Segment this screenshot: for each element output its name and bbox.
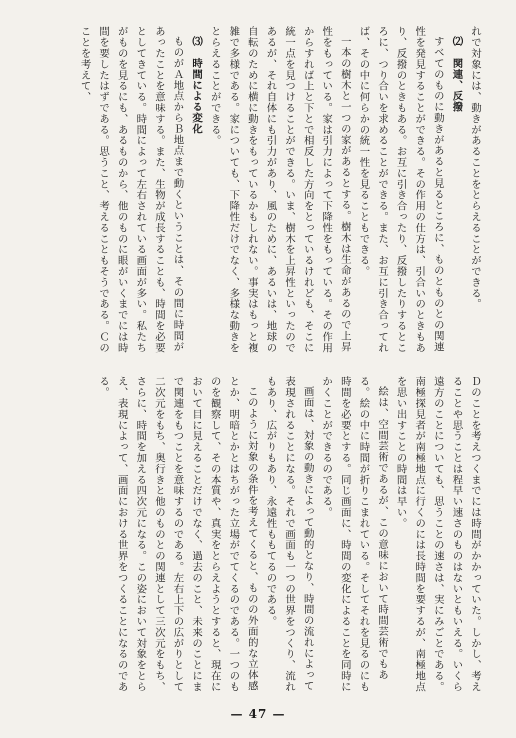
upper-text-column [16, 26, 484, 359]
paragraph: すべてのものに動きがあると見るところに、ものとものとの関連性を発見することができる。その作用の仕方は、引合いのときもあり、反撥のときもある。お互に引き合ったり、反撥したりするところに、つり合いを求めることができる。また、お互に引き合ってれば、その中に何らかの統一性を見ることもできる。 [357, 26, 444, 353]
paragraph: 画面は、対象の動きによって動的となり、時間の流れによって表現されることになる。それで画面も一つの世界をつくり、流れもあり、広がりもあり、永遠性ももてるのである。 [264, 376, 314, 693]
section-heading: ⑵ 関連、反撥 [450, 36, 463, 113]
paragraph: れで対象には、動きがあることをとらえることができる。 [469, 26, 481, 310]
lower-text-column [16, 376, 484, 699]
paragraph: ものがＡ地点からＢ地点まで動くということは、その間に時間があったことを意味する。また、生物が成長することも、時間を必要としてきている。時間によって左右されている画面が多い。私たちがものを見るにも、あるものから、他のものに眼がいくまでには時間を要したはずである。思うこと、考えることもそうである。Ｃのことを考えて、 [78, 26, 184, 353]
paragraph: 絵は、空間芸術であるが、この意味において時間芸術でもある。絵の中に時間が折りこまれている。そしてそれを見るのにも時間を必要とする。同じ画面に、時間の変化によることを同時にかくことができるのである。 [320, 376, 389, 693]
paragraph: Ｄのことを考えつくまでには時間がかかっていた。しかし、考えることや思うことは程早い速さのものはないともいえる。いくら遠方のことについても、思うことの速さは、実にみごとである。南極探見者が南極地点に行くのには長時間を要するが、南極地点を思い出すことの時間は早い。 [394, 376, 481, 693]
paragraph: このように対象の条件を考えてくると、ものの外面的な立体感とか、明暗とかとはちがった立場がでてくるのである。一つのものを観察して、その本質や、真実をとらえようとすると、現在において目に見えることだけでなく、過去のこと、未来のことにまで関連をもつことを意味するのである。左右上下の広がりとして二次元をもち、奥行きと他のものとの関連として三次元をもち、さらに、時間を加える四次元になる。この姿において対象をとらえ、表現によって、画面における世界をつくることになるのである。 [97, 376, 258, 693]
page-number: — 47 — [230, 707, 286, 721]
paragraph: 一本の樹木と一つの家があるとする。樹木は生命があるので上昇性をもっている。家は引力によって下降性をもっている。その作用からすれば上と下とで相反した方向をとっているけれども、そこに統一点を見つけることができる。いま、樹木を上昇性といったのであるが、それ自体にも引力があり、風のために、あるいは、地球の自転のために横に動きをもっているかもしれない。事実はもっと複雑で多様である。家についても、下降性だけでなく、多様な動きをとらえることができる。 [208, 26, 351, 353]
section-heading: ⑶ 時間による変化 [190, 36, 203, 135]
column-divider [18, 365, 498, 366]
